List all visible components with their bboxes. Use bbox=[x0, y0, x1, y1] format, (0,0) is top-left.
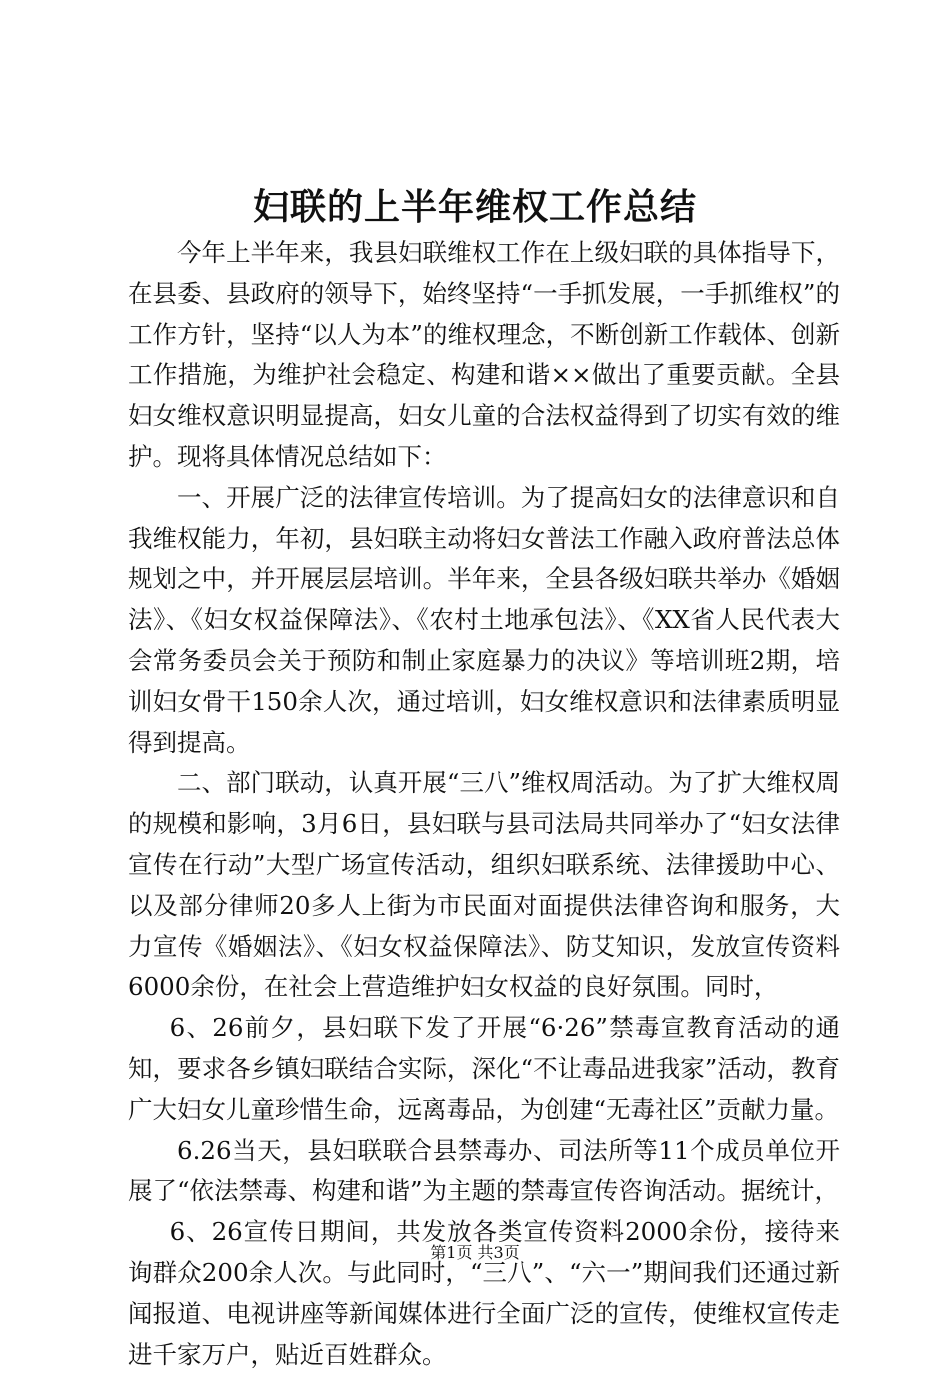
paragraph-publicity-results: 6、26宣传日期间，共发放各类宣传资料2000余份，接待来询群众200余人次。与此同时，“三八”、“六一”期间我们还通过新闻报道、电视讲座等新闻媒体进行全面广泛的宣传，使维权宣传走进千家万户，贴近百姓群众。 bbox=[128, 1217, 840, 1369]
page-number-footer: 第1页 共3页 bbox=[430, 1243, 520, 1262]
paragraph-anti-drug-day: 6.26当天，县妇联联合县禁毒办、司法所等11个成员单位开展了“依法禁毒、构建和谐”为主题的禁毒宣传咨询活动。据统计， bbox=[128, 1135, 840, 1206]
paragraph-legal-training: 一、开展广泛的法律宣传培训。为了提高妇女的法律意识和自我维权能力，年初，县妇联主动将妇女普法工作融入政府普法总体规划之中，并开展层层培训。半年来，全县各级妇联共举办《婚姻法》、《妇女权益保障法》、《农村土地承包法》、《XX省人民代表大会常务委员会关于预防和制止家庭暴力的决议》等培训班2期，培训妇女骨干150余人次，通过培训，妇女维权意识和法律素质明显得到提高。 bbox=[128, 482, 840, 757]
paragraph-march-eighth: 二、部门联动，认真开展“三八”维权周活动。为了扩大维权周的规模和影响，3月6日，县妇联与县司法局共同举办了“妇女法律宣传在行动”大型广场宣传活动，组织妇联系统、法律援助中心、以及部分律师20多人上街为市民面对面提供法律咨询和服务，大力宣传《婚姻法》、《妇女权益保障法》、防艾知识，发放宣传资料6000余份，在社会上营造维护妇女权益的良好氛围。同时， bbox=[128, 768, 840, 1002]
document-body bbox=[128, 233, 840, 1375]
paragraph-intro: 今年上半年来，我县妇联维权工作在上级妇联的具体指导下，在县委、县政府的领导下，始终坚持“一手抓发展，一手抓维权”的工作方针，坚持“以人为本”的维权理念，不断创新工作载体、创新工作措施，为维护社会稳定、构建和谐××做出了重要贡献。全县妇女维权意识明显提高，妇女儿童的合法权益得到了切实有效的维护。现将具体情况总结如下： bbox=[128, 238, 840, 471]
paragraph-anti-drug-notice: 6、26前夕，县妇联下发了开展“6·26”禁毒宣教育活动的通知，要求各乡镇妇联结合实际，深化“不让毒品进我家”活动，教育广大妇女儿童珍惜生命，远离毒品，为创建“无毒社区”贡献力量。 bbox=[128, 1013, 840, 1124]
document-title: 妇联的上半年维权工作总结 bbox=[252, 186, 697, 228]
